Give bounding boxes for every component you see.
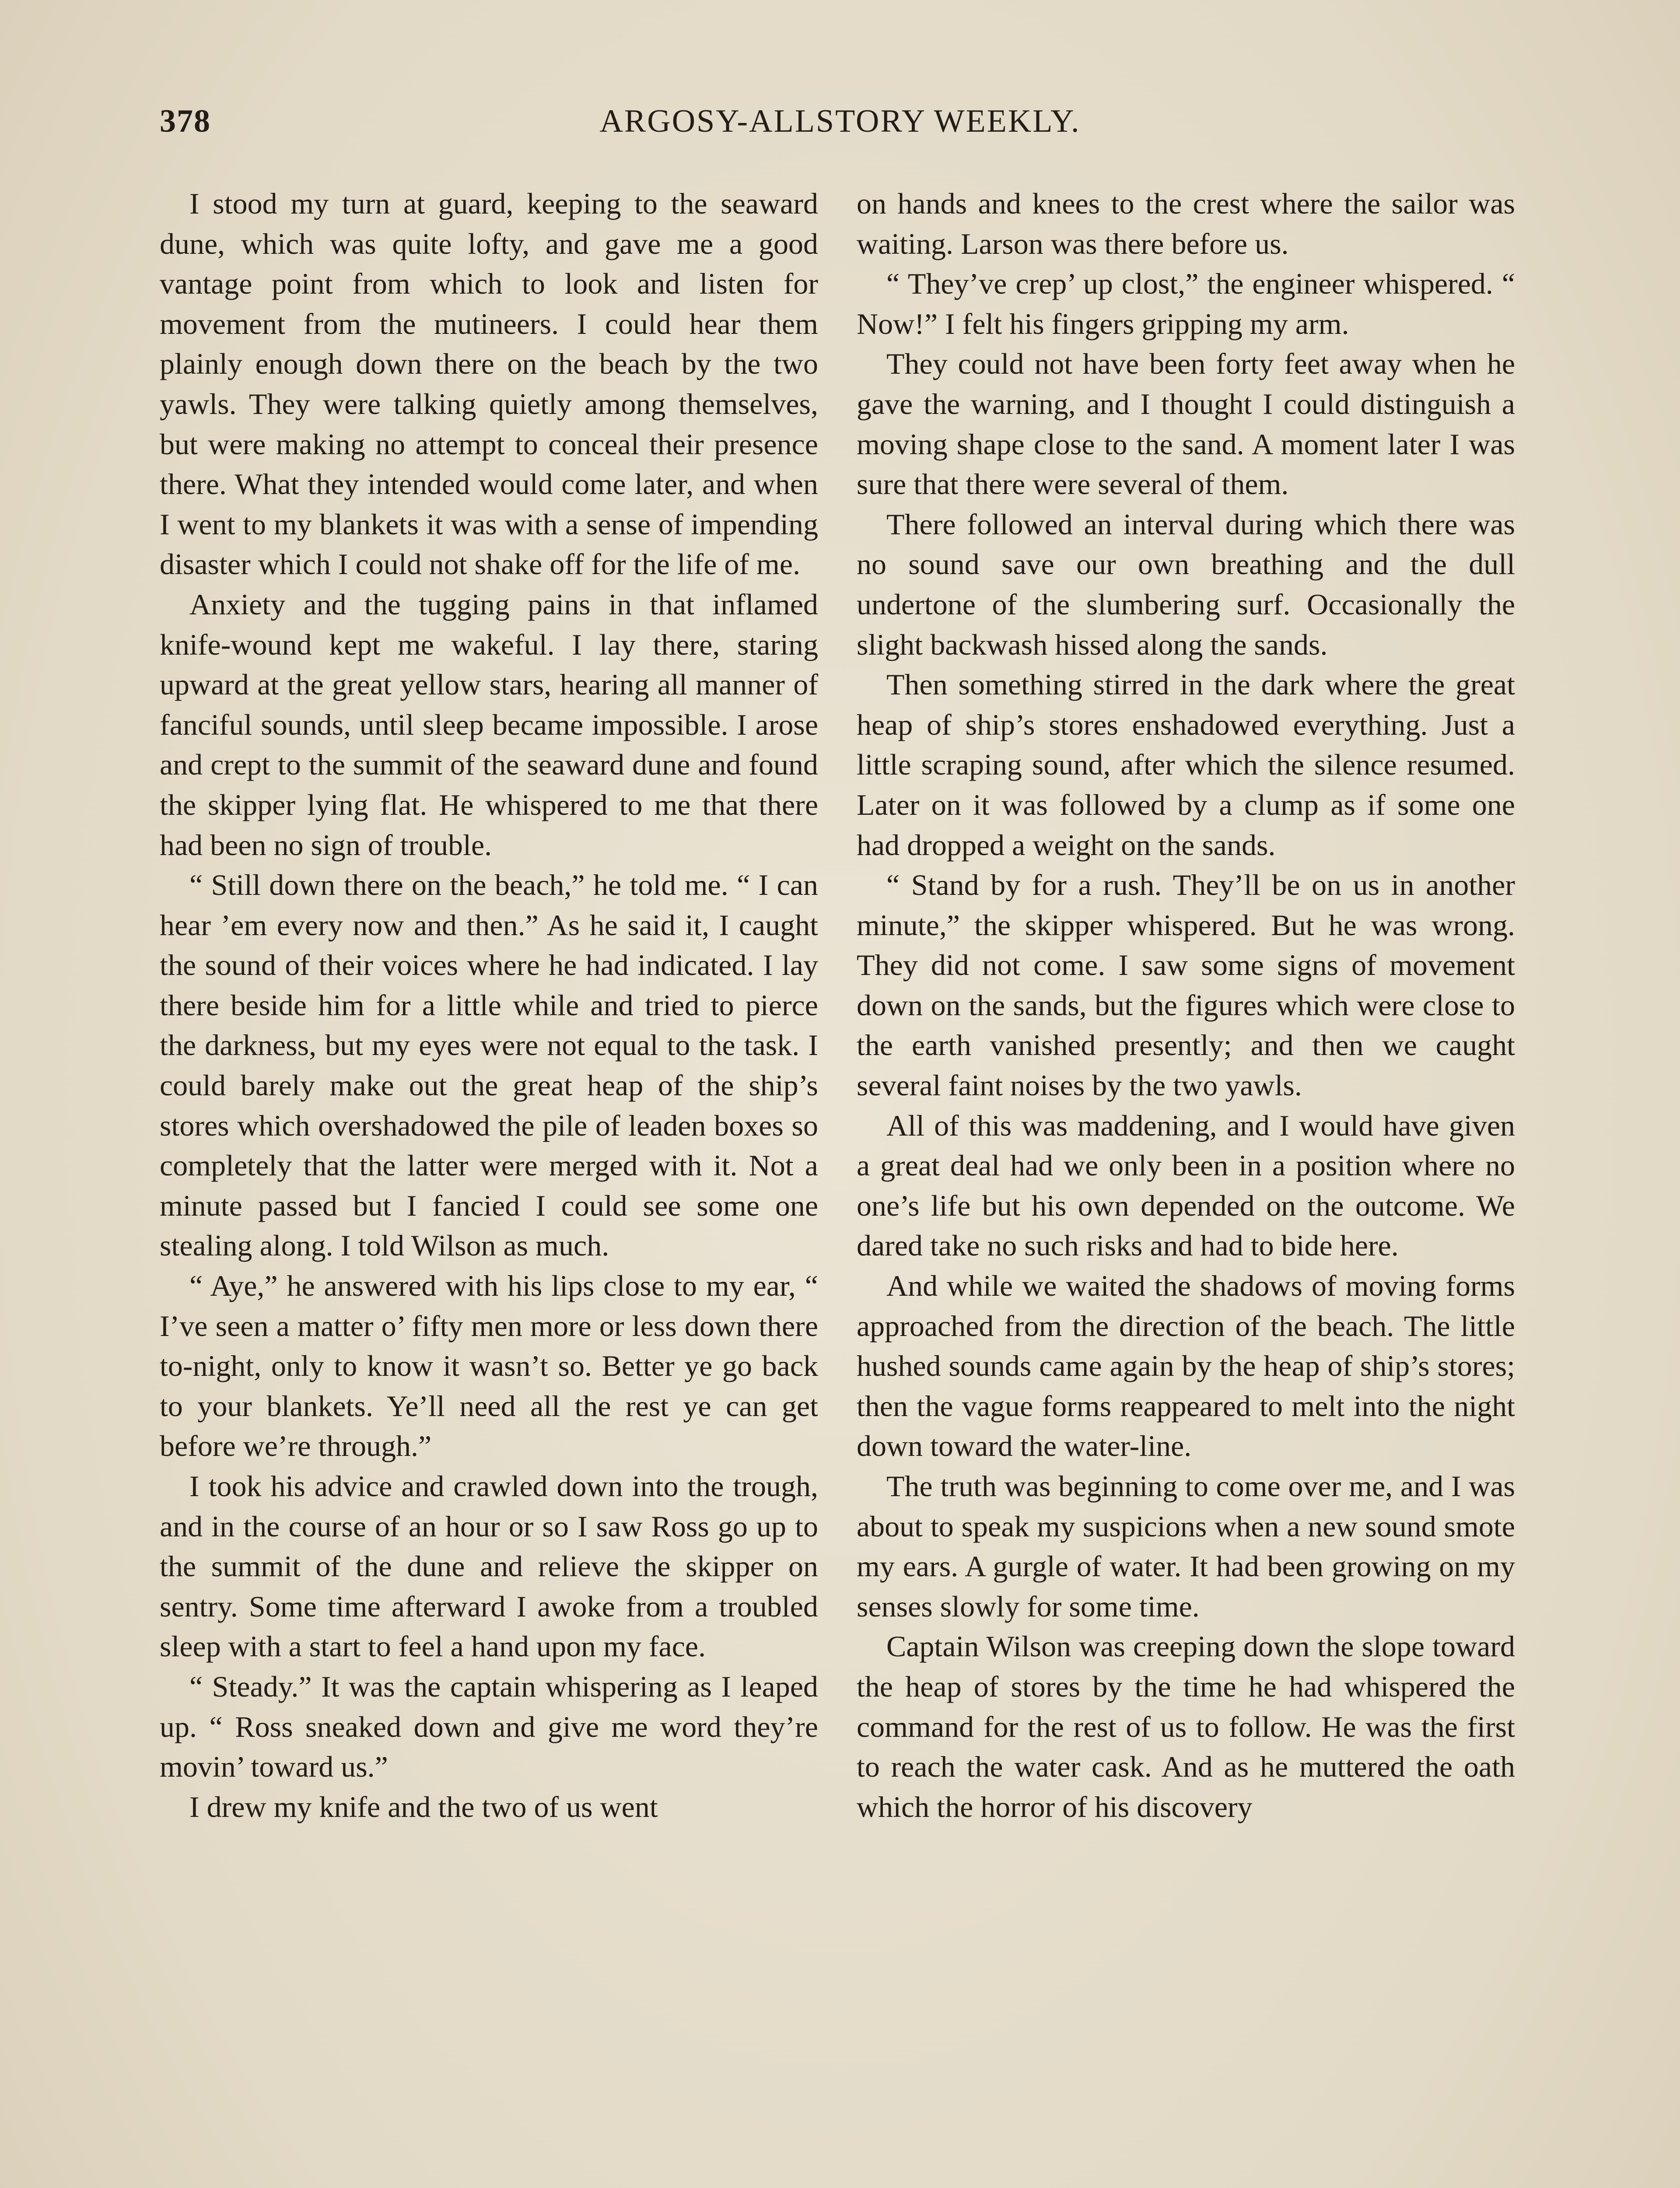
page-header bbox=[160, 103, 1520, 155]
paragraph: Captain Wilson was creeping down the slope toward the heap of stores by the time he had whispered the command for the rest of us to follow. He was the first to reach the water cask. And as he muttered the oath which the horror of his discovery bbox=[857, 1630, 1515, 1823]
paragraph: “ Steady.” It was the captain whispering as I leaped up. “ Ross sneaked down and give me word they’re movin’ toward us.” bbox=[160, 1669, 818, 1784]
paragraph: Then something stirred in the dark where the great heap of ship’s stores enshadowed everything. Just a little scraping sound, after which the silence resumed. Later on it was followed by a clump as if some one had dropped a weight on the sands. bbox=[857, 668, 1515, 862]
paragraph: And while we waited the shadows of moving forms approached from the direction of the beach. The little hushed sounds came again by the heap of ship’s stores; then the vague forms reappeared to melt into the night down toward the water-line. bbox=[857, 1269, 1515, 1463]
paragraph: “ Stand by for a rush. They’ll be on us in another minute,” the skipper whispered. But he was wrong. They did not come. I saw some signs of movement down on the sands, but the figures which were close to the earth vanished presently; and then we caught several faint noises by the two yawls. bbox=[857, 868, 1515, 1102]
running-head: ARGOSY-ALLSTORY WEEKLY. bbox=[599, 103, 1081, 139]
paragraph: All of this was maddening, and I would have given a great deal had we only been in a position where no one’s life but his own depended on the outcome. We dared take no such risks and had to bide here. bbox=[857, 1108, 1515, 1262]
paragraph: I took his advice and crawled down into the trough, and in the course of an hour or so I saw Ross go up to the summit of the dune and relieve the skipper on sentry. Some time afterward I awoke from a troubled sleep with a start to feel a hand upon my face. bbox=[160, 1469, 818, 1663]
paragraph: The truth was beginning to come over me, and I was about to speak my suspicions when a new sound smote my ears. A gurgle of water. It had been growing on my senses slowly for some time. bbox=[857, 1469, 1515, 1623]
paragraph: They could not have been forty feet away when he gave the warning, and I thought I could distinguish a moving shape close to the sand. A moment later I was sure that there were several of them. bbox=[857, 347, 1515, 501]
paragraph: “ They’ve crep’ up clost,” the engineer whispered. “ Now!” I felt his fingers gripping my arm. bbox=[857, 267, 1515, 340]
paragraph: “ Aye,” he answered with his lips close to my ear, “ I’ve seen a matter o’ fifty men more or less down there to-night, only to know it wasn’t so. Better ye go back to your blankets. Ye’ll need all the rest ye can get before we’re through.” bbox=[160, 1269, 818, 1463]
paragraph: “ Still down there on the beach,” he told me. “ I can hear ’em every now and then.” As he said it, I caught the sound of their voices where he had indicated. I lay there beside him for a little while and tried to pierce the darkness, but my eyes were not equal to the task. I could barely make out the great heap of the ship’s stores which overshadowed the pile of leaden boxes so completely that the latter were merged with it. Not a minute passed but I fancied I could see some one stealing along. I told Wilson as much. bbox=[160, 868, 818, 1262]
paragraph: I stood my turn at guard, keeping to the seaward dune, which was quite lofty, and gave me a good vantage point from which to look and listen for movement from the mutineers. I could hear them plainly enough down there on the beach by the two yawls. They were talking quietly among themselves, but were making no attempt to conceal their presence there. What they intended would come later, and when I went to my blankets it was with a sense of impending disaster which I could not shake off for the life of me. bbox=[160, 187, 818, 581]
page-number: 378 bbox=[160, 103, 211, 139]
right-column bbox=[857, 184, 1515, 1827]
left-column bbox=[160, 184, 818, 1827]
paragraph: There followed an interval during which there was no sound save our own breathing and the dull undertone of the slumbering surf. Occasionally the slight backwash hissed along the sands. bbox=[857, 507, 1515, 661]
paragraph: Anxiety and the tugging pains in that inflamed knife-wound kept me wakeful. I lay there, staring upward at the great yellow stars, hearing all manner of fanciful sounds, until sleep became impossible. I arose and crept to the summit of the seaward dune and found the skipper lying flat. He whispered to me that there had been no sign of trouble. bbox=[160, 587, 818, 862]
paragraph: on hands and knees to the crest where the sailor was waiting. Larson was there before us. bbox=[857, 187, 1515, 260]
paragraph: I drew my knife and the two of us went bbox=[189, 1790, 658, 1823]
